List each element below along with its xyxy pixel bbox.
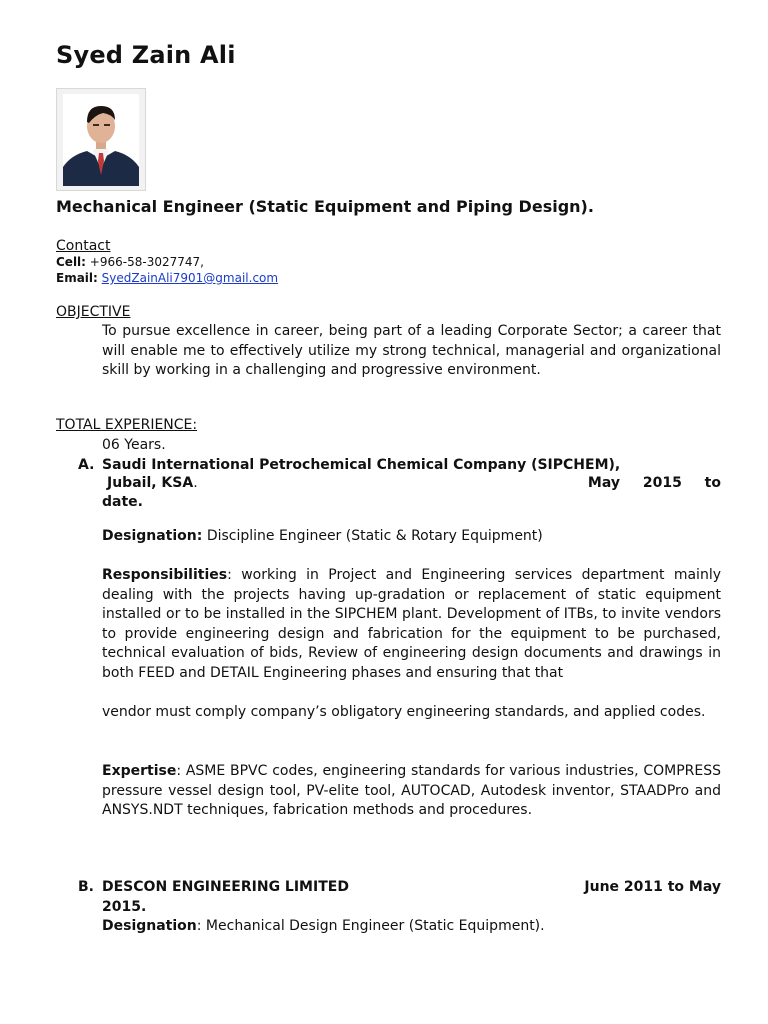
job-a-location-suffix: . — [193, 475, 198, 491]
responsibilities-text: : working in Project and Engineering services department mainly dealing with the projects having up-gradation or replacement of static equipment installed or to be installed in the SIPCHEM plant. Development of ITBs, to invite vendors to provide engineering design and fabrication for the equipment to be purchased, technical evaluation of bids, Review of engineering design documents and drawings in both FEED and DETAIL Engineering phases and ensuring that that — [102, 567, 721, 681]
profile-photo — [56, 88, 146, 191]
job-b-company: DESCON ENGINEERING LIMITED — [102, 879, 349, 895]
job-a-responsibilities-cont: vendor must comply company’s obligatory engineering standards, and applied codes. — [102, 704, 706, 720]
contact-cell-line — [56, 255, 204, 269]
objective-text: To pursue excellence in career, being part of a leading Corporate Sector; a career that will enable me to effectively utilize my strong technical, managerial and organizational skill by working in a challenging and progressive environment. — [102, 323, 721, 378]
job-a-designation-label: Designation: — [102, 528, 203, 544]
job-a-responsibilities — [102, 566, 721, 683]
job-b-letter: B. — [78, 879, 94, 895]
job-a-location-row — [102, 475, 721, 495]
contact-email-line — [56, 271, 278, 285]
job-b-designation-line — [102, 918, 545, 934]
job-a-designation: Discipline Engineer (Static & Rotary Equipment) — [206, 528, 543, 544]
job-a-dates-end: date. — [102, 494, 143, 510]
job-a-letter: A. — [78, 457, 95, 473]
email-link[interactable]: SyedZainAli7901@gmail.com — [101, 271, 279, 285]
cell-label: Cell: — [56, 255, 86, 269]
objective-heading: OBJECTIVE — [56, 304, 131, 320]
job-a-expertise — [102, 762, 721, 821]
job-a-location: Jubail, KSA — [107, 475, 194, 491]
expertise-text: : ASME BPVC codes, engineering standards for various industries, COMPRESS pressure vessel design tool, PV-elite tool, AUTOCAD, Autodesk inventor, STAADPro and ANSYS.NDT techniques, fabrication methods and procedures. — [102, 763, 721, 818]
job-title: Mechanical Engineer (Static Equipment and Piping Design). — [56, 197, 594, 216]
candidate-name: Syed Zain Ali — [56, 41, 236, 69]
job-b-designation: : Mechanical Design Engineer (Static Equipment). — [196, 918, 545, 934]
responsibilities-label: Responsibilities — [102, 567, 228, 583]
person-photo-icon — [57, 89, 145, 190]
job-a-company: Saudi International Petrochemical Chemical Company (SIPCHEM), — [102, 457, 621, 473]
job-b-company-row — [102, 879, 721, 899]
email-label: Email: — [56, 271, 98, 285]
job-a-dates-start: May 2015 to — [587, 475, 721, 491]
experience-years: 06 Years. — [102, 437, 166, 453]
job-b-designation-label: Designation — [102, 918, 197, 934]
job-b-dates-end: 2015. — [102, 899, 147, 915]
experience-heading: TOTAL EXPERIENCE: — [56, 417, 198, 433]
cell-value: +966-58-3027747, — [85, 255, 204, 269]
expertise-label: Expertise — [102, 763, 177, 779]
job-b-dates-start: June 2011 to May — [584, 879, 721, 895]
contact-heading: Contact — [56, 238, 111, 254]
job-a-designation-line — [102, 528, 543, 544]
